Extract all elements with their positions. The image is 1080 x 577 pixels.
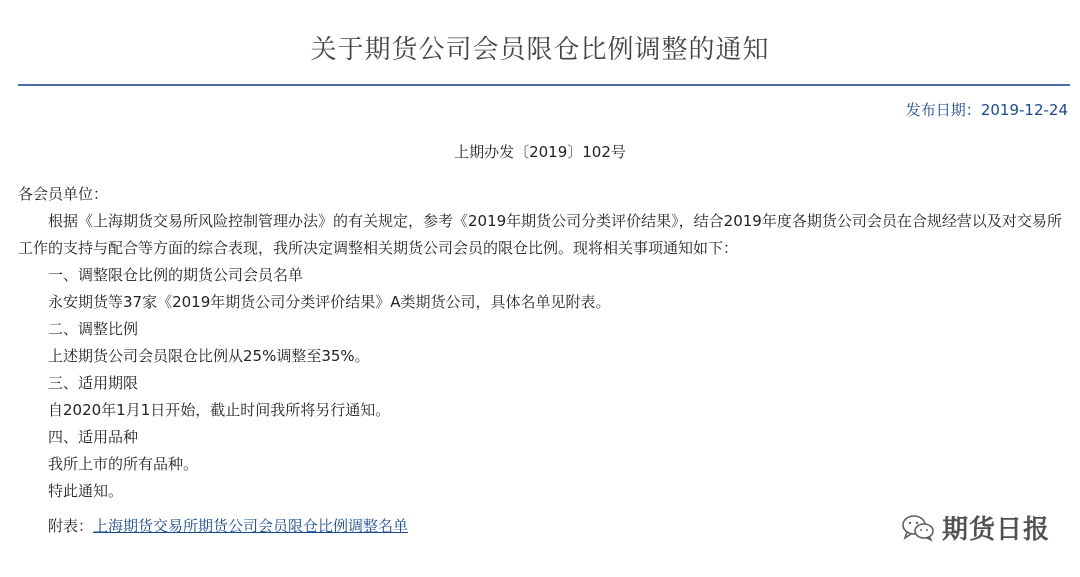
page-title: 关于期货公司会员限仓比例调整的通知 (310, 35, 770, 65)
title-divider (18, 84, 1070, 86)
section-text-4: 我所上市的所有品种。 (48, 455, 199, 473)
section-text-3: 自2020年1月1日开始，截止时间我所将另行通知。 (48, 401, 391, 419)
document-number: 上期办发〔2019〕102号 (454, 143, 626, 161)
section-text-1: 永安期货等37家《2019年期货公司分类评价结果》A类期货公司，具体名单见附表。 (48, 293, 611, 311)
section-heading-4: 四、适用品种 (48, 428, 139, 446)
notice-body (18, 181, 1074, 540)
section-heading-2: 二、调整比例 (48, 320, 139, 338)
section-text-2: 上述期货公司会员限仓比例从25%调整至35%。 (48, 347, 370, 365)
attachment-link[interactable]: 上海期货交易所期货公司会员限仓比例调整名单 (93, 517, 409, 535)
publish-date (906, 98, 1068, 122)
closing-text: 特此通知。 (48, 482, 124, 500)
publish-date-value: 2019-12-24 (980, 101, 1068, 119)
wechat-icon (900, 513, 936, 547)
watermark (900, 512, 1050, 548)
watermark-text: 期货日报 (941, 515, 1050, 545)
section-heading-1: 一、调整限仓比例的期货公司会员名单 (48, 266, 304, 284)
section-heading-3: 三、适用期限 (48, 374, 139, 392)
intro-paragraph: 根据《上海期货交易所风险控制管理办法》的有关规定，参考《2019年期货公司分类评价结果》，结合2019年度各期货公司会员在合规经营以及对交易所工作的支持与配合等方面的综合表现，我所决定调整相关期货公司会员的限仓比例。现将相关事项通知如下： (18, 212, 1062, 257)
publish-date-label: 发布日期： (905, 101, 981, 119)
salutation: 各会员单位： (18, 185, 109, 203)
attachment-label: 附表： (48, 517, 94, 535)
